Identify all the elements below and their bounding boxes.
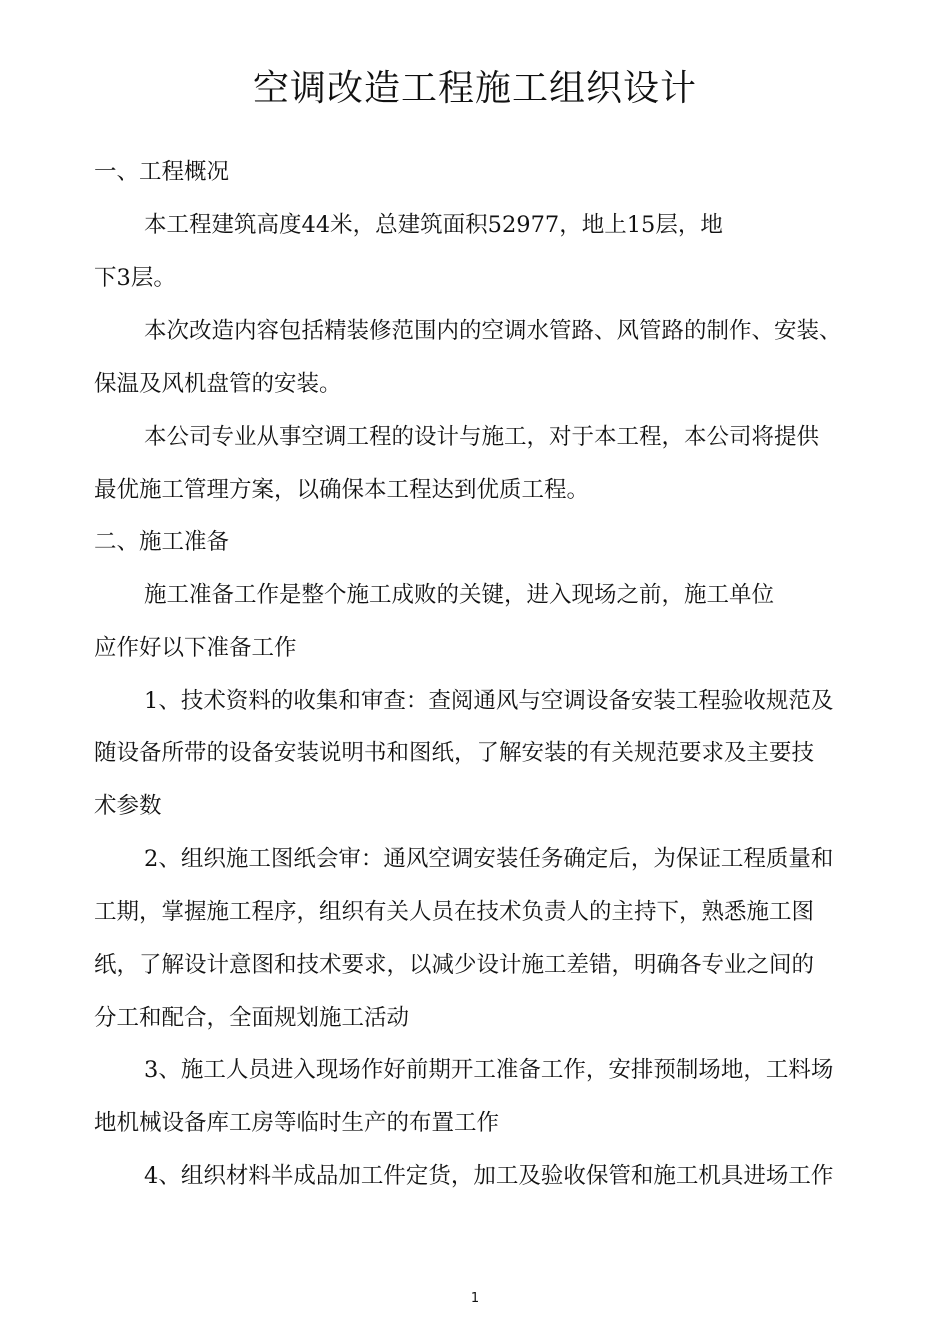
- list-item-line: 随设备所带的设备安装说明书和图纸，了解安装的有关规范要求及主要技: [94, 740, 815, 766]
- list-item-line: 2、组织施工图纸会审：通风空调安装任务确定后，为保证工程质量和: [144, 846, 834, 872]
- list-item-line: 术参数: [94, 793, 162, 819]
- list-item-line: 4、组织材料半成品加工件定货，加工及验收保管和施工机具进场工作: [144, 1163, 834, 1189]
- list-item-line: 3、施工人员进入现场作好前期开工准备工作，安排预制场地，工料场: [144, 1057, 834, 1083]
- list-item-line: 1、技术资料的收集和审查：查阅通风与空调设备安装工程验收规范及: [144, 688, 834, 714]
- paragraph-line: 本公司专业从事空调工程的设计与施工，对于本工程，本公司将提供: [144, 424, 820, 450]
- page-number: 1: [470, 1291, 480, 1306]
- paragraph-line: 本工程建筑高度44米，总建筑面积52977，地上15层，地: [144, 212, 723, 238]
- section-heading-overview: 一、工程概况: [94, 159, 230, 185]
- paragraph-line: 下3层。: [94, 265, 176, 291]
- list-item-line: 工期，掌握施工程序，组织有关人员在技术负责人的主持下，熟悉施工图: [94, 899, 815, 925]
- list-item-line: 地机械设备库工房等临时生产的布置工作: [94, 1110, 500, 1136]
- paragraph-line: 施工准备工作是整个施工成败的关键，进入现场之前，施工单位: [144, 582, 775, 608]
- document-title: 空调改造工程施工组织设计: [252, 68, 697, 109]
- paragraph-line: 最优施工管理方案，以确保本工程达到优质工程。: [94, 477, 590, 503]
- paragraph-line: 应作好以下准备工作: [94, 635, 297, 661]
- paragraph-line: 保温及风机盘管的安装。: [94, 371, 342, 397]
- section-heading-preparation: 二、施工准备: [94, 529, 230, 555]
- paragraph-line: 本次改造内容包括精装修范围内的空调水管路、风管路的制作、安装、: [144, 318, 842, 344]
- list-item-line: 纸，了解设计意图和技术要求，以减少设计施工差错，明确各专业之间的: [94, 952, 815, 978]
- list-item-line: 分工和配合，全面规划施工活动: [94, 1005, 410, 1031]
